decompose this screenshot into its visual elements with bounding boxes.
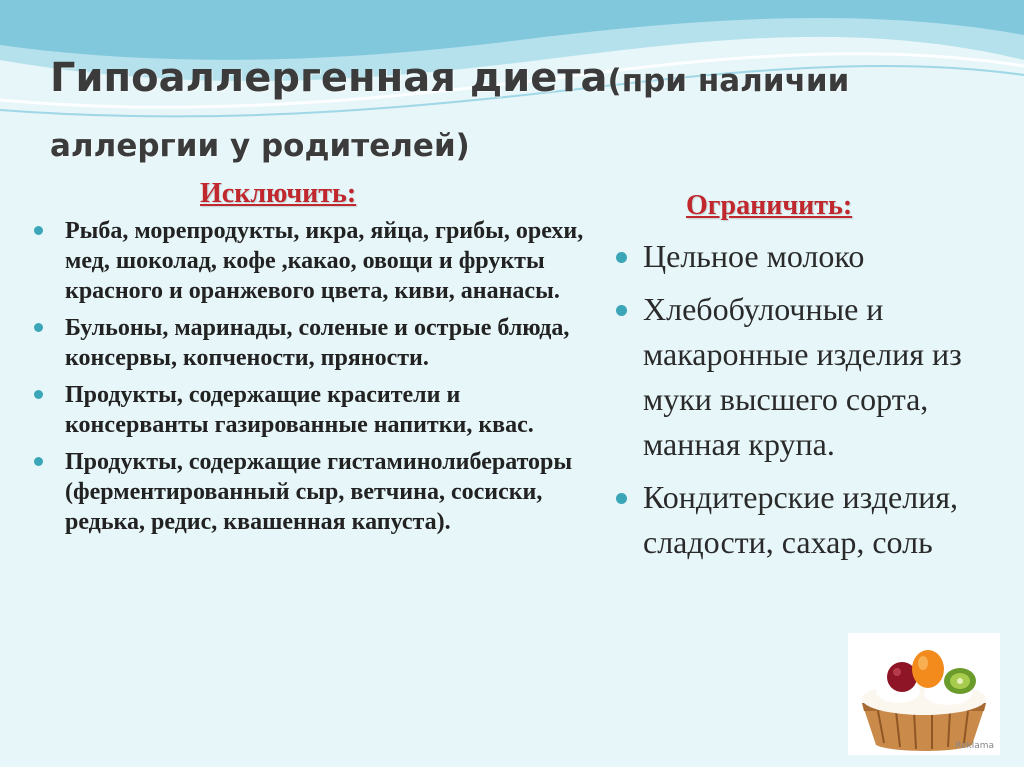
bullet-icon [34,323,43,332]
bullet-icon [616,305,627,316]
slide-title [50,48,990,181]
bullet-icon [616,252,627,263]
bullet-icon [34,457,43,466]
list-item: Хлебобулочные и макаронные изделия из муки высшего сорта, манная крупа. [608,287,1018,467]
limit-list [608,234,1018,565]
exclude-list [30,216,590,537]
watermark: Reklama [955,741,994,751]
dessert-image [848,633,1000,755]
list-item: Цельное молоко [608,234,1018,279]
exclude-heading: Исключить: [200,178,357,209]
list-item: Продукты, содержащие гистаминолибераторы (ферментированный сыр, ветчина, сосиски, редька, редис, квашенная капуста). [30,447,590,537]
limit-heading: Ограничить: [686,190,853,221]
list-item: Кондитерские изделия, сладости, сахар, соль [608,475,1018,565]
list-item: Рыба, морепродукты, икра, яйца, грибы, орехи, мед, шоколад, кофе ,какао, овощи и фрукты красного и оранжевого цвета, киви, ананасы. [30,216,590,306]
title-main: Гипоаллергенная диета [50,55,608,101]
title-sub: (при наличии аллергии у родителей) [50,63,850,164]
list-item: Продукты, содержащие красители и консерванты газированные напитки, квас. [30,380,590,440]
tart-icon [848,633,1000,755]
limit-column [608,190,1018,573]
exclude-column [30,178,590,544]
list-item: Бульоны, маринады, соленые и острые блюда, консервы, копчености, пряности. [30,313,590,373]
bullet-icon [616,493,627,504]
bullet-icon [34,226,43,235]
bullet-icon [34,390,43,399]
